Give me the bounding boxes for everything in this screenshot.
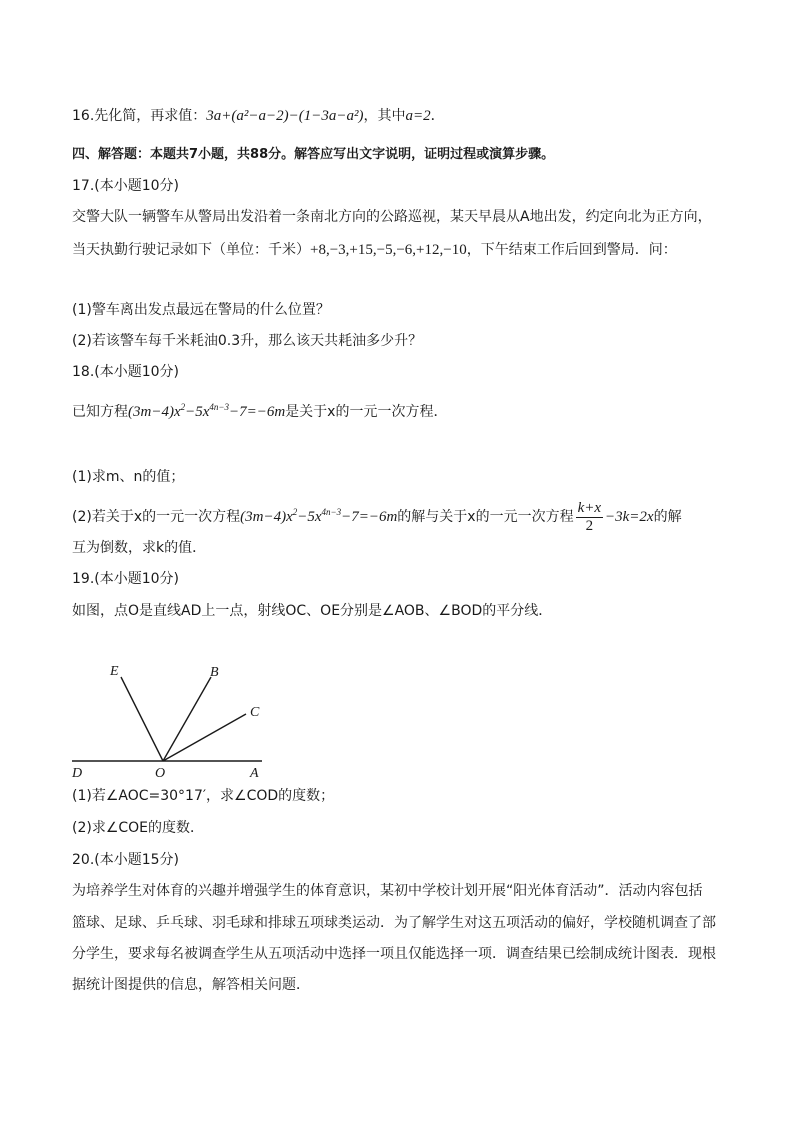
q18-sub2-line2: 互为倒数，求k的值． xyxy=(72,540,207,556)
eq-part: (3m−4)x xyxy=(128,404,181,420)
label-b: B xyxy=(210,665,219,680)
q17-text2-a: 当天执勤行驶记录如下（单位：千米） xyxy=(72,242,310,258)
label-o: O xyxy=(155,766,166,781)
q19-stem: 如图，点O是直线AD上一点，射线OC、OE分别是∠AOB、∠BOD的平分线． xyxy=(72,603,553,619)
label-a: A xyxy=(250,766,259,781)
eq-part: −5x xyxy=(297,509,322,525)
q17-sub2: (2)若该警车每千米耗油0.3升，那么该天共耗油多少升？ xyxy=(72,333,423,349)
q16-prefix: 16.先化简，再求值： xyxy=(72,108,207,124)
q18-sub2-b: 的解与关于x的一元一次方程 xyxy=(397,509,574,525)
q18-frac-tail: −3k=2x xyxy=(605,509,654,525)
q16-expression: 3a+(a²−a−2)−(1−3a−a²) xyxy=(206,108,364,124)
section-heading: 四、解答题：本题共7小题，共88分。解答应写出文字说明，证明过程或演算步骤。 xyxy=(72,147,555,162)
q19-sub1: (1)若∠AOC=30°17′，求∠COD的度数； xyxy=(72,788,335,804)
q19-sub2: (2)求∠COE的度数． xyxy=(72,820,205,836)
q20-line: 据统计图提供的信息，解答相关问题． xyxy=(72,977,310,993)
q20-line: 篮球、足球、乒乓球、羽毛球和排球五项球类运动．为了解学生对这五项活动的偏好，学校随机调查了部 xyxy=(72,915,716,931)
q17-text2-b: ，下午结束工作后回到警局．问： xyxy=(466,242,677,258)
label-e: E xyxy=(110,664,119,679)
q16-middle: ，其中 xyxy=(363,108,406,124)
eq-exponent: 2 xyxy=(180,402,186,412)
eq-exponent: 4n−3 xyxy=(321,507,342,517)
label-d: D xyxy=(72,766,83,781)
geometry-figure xyxy=(60,650,280,785)
q18-fraction xyxy=(576,500,603,535)
eq-part: −7=−6m xyxy=(341,509,398,525)
q17-text-line2 xyxy=(72,240,677,260)
q18-header: 18.(本小题10分) xyxy=(72,364,180,380)
q18-equation xyxy=(128,404,285,420)
q17-records: +8,−3,+15,−5,−6,+12,−10 xyxy=(310,242,467,258)
q20-line: 为培养学生对体育的兴趣并增强学生的体育意识，某初中学校计划开展“阳光体育活动”．活动内容包括 xyxy=(72,883,703,899)
q18-stem-a: 已知方程 xyxy=(72,404,128,420)
eq-part: −7=−6m xyxy=(228,404,286,420)
q20-line: 分学生，要求每名被调查学生从五项活动中选择一项且仅能选择一项．调查结果已绘制成统计图表．现根 xyxy=(72,946,716,962)
label-c: C xyxy=(250,705,260,720)
q17-header: 17.(本小题10分) xyxy=(72,178,180,194)
eq-exponent: 2 xyxy=(292,507,298,517)
q18-stem xyxy=(72,397,447,422)
q17-text-line1: 交警大队一辆警车从警局出发沿着一条南北方向的公路巡视，某天早晨从A地出发，约定向北为正方向， xyxy=(72,209,712,225)
eq-part: (3m−4)x xyxy=(240,509,293,525)
fraction-denominator: 2 xyxy=(585,517,594,534)
ray-ob xyxy=(163,677,211,761)
q18-sub2-c: 的解 xyxy=(653,509,682,525)
q18-stem-b: 是关于x的一元一次方程． xyxy=(285,404,448,420)
q18-sub2 xyxy=(72,494,682,535)
q18-sub2-a: (2)若关于x的一元一次方程 xyxy=(72,509,241,525)
q17-sub1: (1)警车离出发点最远在警局的什么位置？ xyxy=(72,302,330,318)
q18-sub1: (1)求m、n的值； xyxy=(72,469,185,485)
eq-part: −5x xyxy=(185,404,210,420)
q16-end: ． xyxy=(430,108,445,124)
fraction-numerator: k+x xyxy=(577,499,602,516)
ray-oc xyxy=(163,714,246,761)
question-16 xyxy=(72,106,445,126)
eq-exponent: 4n−3 xyxy=(209,402,229,412)
ray-oe xyxy=(121,677,163,761)
q16-value: a=2 xyxy=(405,108,431,124)
q20-header: 20.(本小题15分) xyxy=(72,852,180,868)
q18-equation-repeat xyxy=(240,509,397,525)
q19-header: 19.(本小题10分) xyxy=(72,571,180,587)
